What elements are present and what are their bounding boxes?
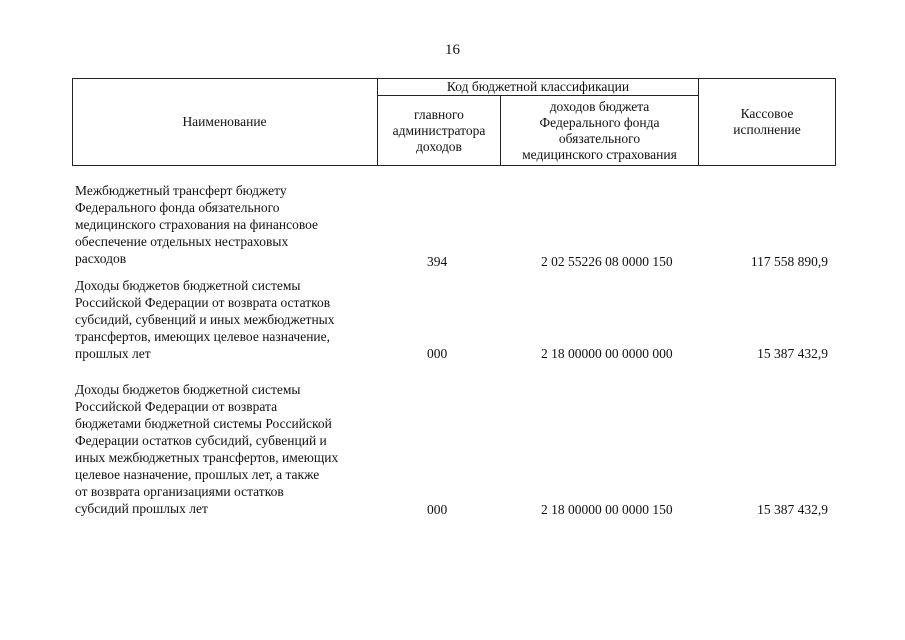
- header-right-border: [835, 78, 836, 166]
- row-income-code: 2 18 00000 00 0000 150: [541, 502, 673, 517]
- row-name: Доходы бюджетов бюджетной системы Российской Федерации от возврата бюджетами бюджетной системы Российской Федерации остатков субсидий, субвенций и иных межбюджетных трансфертов, имеющих целевое назначение, прошлых лет, а также от возврата организациями остатков субсидий прошлых лет: [75, 382, 339, 516]
- header-admin: главного администратора доходов: [392, 106, 486, 154]
- row-amount: 15 387 432,9: [757, 502, 828, 517]
- page-number: 16: [445, 42, 460, 58]
- row-name: Доходы бюджетов бюджетной системы Российской Федерации от возврата остатков субсидий, субвенций и иных межбюджетных трансфертов, имеющих целевое назначение, прошлых лет: [75, 278, 335, 361]
- row-amount: 15 387 432,9: [757, 346, 828, 361]
- row-admin-code: 000: [427, 346, 448, 361]
- row-admin-code: 394: [427, 254, 448, 269]
- header-bottom-border: [72, 165, 836, 166]
- row-amount: 117 558 890,9: [750, 254, 828, 269]
- row-name: Межбюджетный трансферт бюджету Федерального фонда обязательного медицинского страхования на финансовое обеспечение отдельных нестраховых расходов: [75, 183, 319, 266]
- header-name: Наименование: [182, 113, 267, 129]
- row-admin-code: 000: [427, 502, 448, 517]
- row-income-code: 2 18 00000 00 0000 000: [541, 346, 673, 361]
- header-code-group: Код бюджетной классификации: [446, 78, 630, 94]
- row-income-code: 2 02 55226 08 0000 150: [541, 254, 673, 269]
- header-income: доходов бюджета Федерального фонда обязательного медицинского страхования: [522, 98, 677, 162]
- header-execution: Кассовое исполнение: [733, 105, 801, 137]
- table-header: [72, 78, 836, 165]
